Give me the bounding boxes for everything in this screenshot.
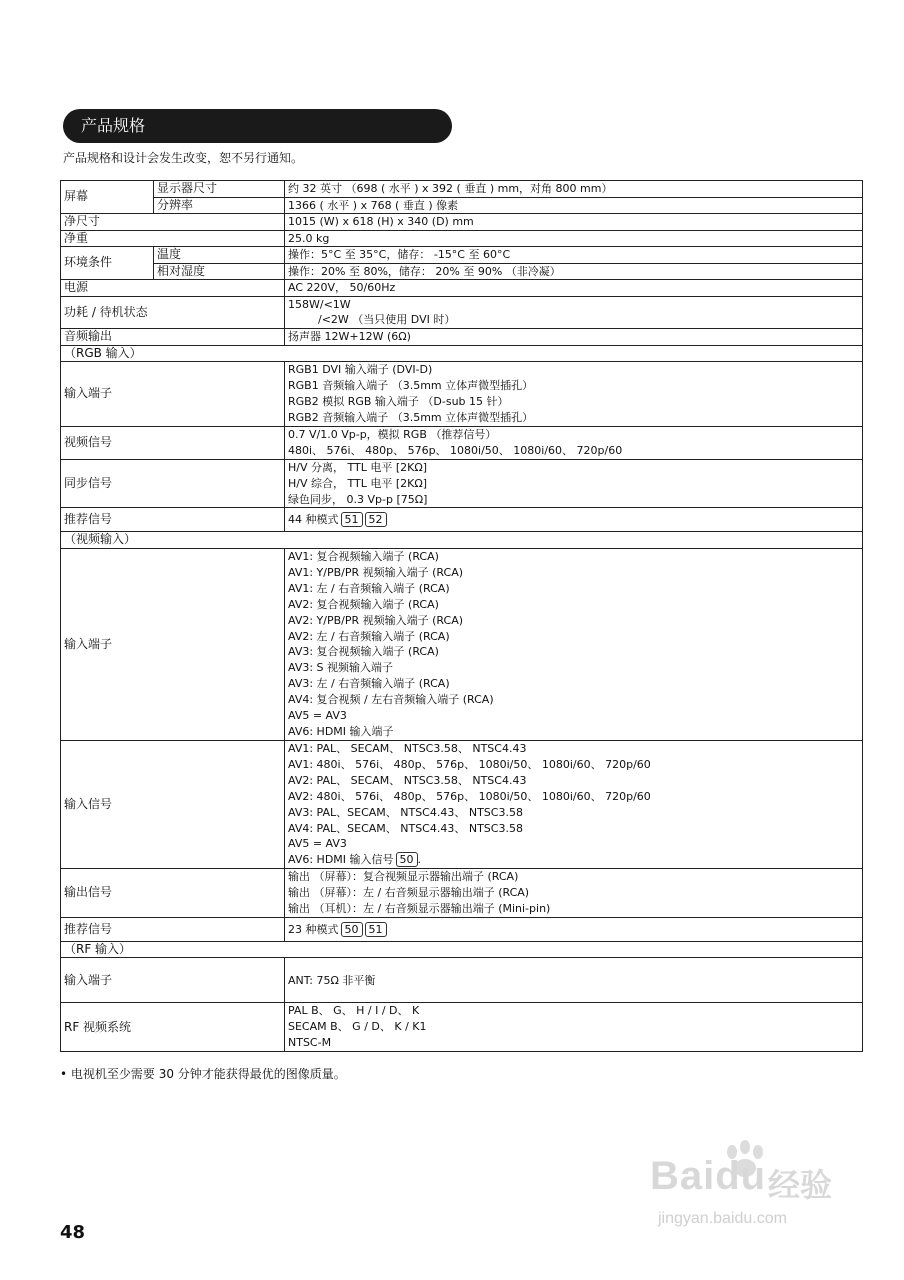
consumption-line: 158W/<1W: [288, 297, 351, 311]
av-signal-line: AV3: PAL、SECAM、 NTSC4.43、 NTSC3.58: [288, 805, 523, 819]
footnote: • 电视机至少需要 30 分钟才能获得最优的图像质量。: [60, 1067, 346, 1081]
baidu-watermark: [640, 1140, 870, 1250]
power-label: 电源: [61, 280, 285, 297]
av-terminal-line: AV3: 左 / 右音频输入端子 (RCA): [288, 677, 450, 691]
sync-line: H/V 分离， TTL 电平 [2KΩ]: [288, 460, 428, 474]
av-signal-line: AV6: HDMI 输入信号 50 .: [288, 853, 422, 867]
audio-output-value: 扬声器 12W+12W (6Ω): [285, 329, 863, 346]
page-number: 48: [60, 1222, 86, 1243]
environment-label: 环境条件: [61, 247, 154, 280]
screen-label: 屏幕: [61, 181, 154, 214]
sync-line: 绿色同步， 0.3 Vp-p [75Ω]: [288, 492, 428, 506]
rf-terminal-label: 输入端子: [61, 958, 285, 1003]
consumption-label: 功耗 / 待机状态: [61, 296, 285, 329]
av-terminals-label: 输入端子: [61, 548, 285, 740]
sync-signal-label: 同步信号: [61, 459, 285, 508]
rf-system-line: PAL B、 G、 H / I / D、 K: [288, 1004, 420, 1018]
rgb-section-header: （RGB 输入）: [61, 345, 863, 362]
rgb-recommended-value: [285, 508, 863, 532]
av-terminal-line: AV2: 复合视频输入端子 (RCA): [288, 597, 439, 611]
video-signal-line: 480i、 576i、 480p、 576p、 1080i/50、 1080i/60、 720p/60: [288, 443, 623, 457]
av-recommended-value: [285, 917, 863, 941]
rgb-terminal-line: RGB1 DVI 输入端子 (DVI-D): [288, 363, 433, 377]
av-signal-line: AV2: PAL、 SECAM、 NTSC3.58、 NTSC4.43: [288, 773, 527, 787]
av-recommended-text: 23 种模式: [288, 922, 339, 936]
resolution-label: 分辨率: [154, 197, 285, 214]
av-signal-line: AV4: PAL、SECAM、 NTSC4.43、 NTSC3.58: [288, 821, 523, 835]
rf-system-value: [285, 1003, 863, 1052]
consumption-value: [285, 296, 863, 329]
av-recommended-label: 推荐信号: [61, 917, 285, 941]
av-terminal-line: AV4: 复合视频 / 左右音频输入端子 (RCA): [288, 693, 494, 707]
av-terminal-line: AV3: 复合视频输入端子 (RCA): [288, 645, 439, 659]
watermark-url: jingyan.baidu.com: [658, 1210, 787, 1227]
av-terminal-line: AV6: HDMI 输入端子: [288, 725, 394, 738]
audio-output-label: 音频输出: [61, 329, 285, 346]
dimensions-label: 净尺寸: [61, 214, 285, 231]
rgb-recommended-text: 44 种模式: [288, 513, 339, 527]
video-signal-line: 0.7 V/1.0 Vp-p，模拟 RGB （推荐信号）: [288, 427, 497, 441]
page-ref-box[interactable]: 52: [365, 512, 387, 527]
video-signal-value: [285, 426, 863, 459]
av-terminal-line: AV1: 左 / 右音频输入端子 (RCA): [288, 581, 450, 595]
rf-system-line: NTSC-M: [288, 1036, 332, 1050]
section-title-bar: [63, 109, 452, 143]
rf-section-header: （RF 输入）: [61, 941, 863, 958]
output-signal-value: [285, 869, 863, 918]
av-terminal-line: AV3: S 视频输入端子: [288, 661, 394, 675]
av-signal-label: 输入信号: [61, 740, 285, 868]
dimensions-value: 1015 (W) x 618 (H) x 340 (D) mm: [285, 214, 863, 231]
humidity-value: 操作：20% 至 80%，储存： 20% 至 90% （非冷凝）: [285, 263, 863, 280]
rf-system-line: SECAM B、 G / D、 K / K1: [288, 1020, 427, 1034]
av-signal-line: AV5 = AV3: [288, 837, 347, 851]
av-terminal-line: AV2: Y/PB/PR 视频输入端子 (RCA): [288, 613, 464, 627]
watermark-cn: 经验: [768, 1166, 833, 1204]
screen-size-label: 显示器尺寸: [154, 181, 285, 198]
spec-table: [60, 180, 863, 1052]
humidity-label: 相对湿度: [154, 263, 285, 280]
spec-notice: 产品规格和设计会发生改变，恕不另行通知。: [63, 151, 304, 165]
av-signal-line: AV1: 480i、 576i、 480p、 576p、 1080i/50、 1080i/60、 720p/60: [288, 757, 651, 771]
av-signal-value: [285, 740, 863, 868]
page-ref-box[interactable]: 50: [396, 852, 418, 867]
video-section-header: （视频输入）: [61, 532, 863, 549]
temperature-value: 操作：5°C 至 35°C，储存： -15°C 至 60°C: [285, 247, 863, 264]
page-ref-box[interactable]: 51: [341, 512, 363, 527]
resolution-value: 1366 ( 水平 ) x 768 ( 垂直 ) 像素: [285, 197, 863, 214]
output-line: 输出 （耳机）：左 / 右音频显示器输出端子 (Mini-pin): [288, 902, 551, 916]
sync-signal-value: [285, 459, 863, 508]
output-signal-label: 输出信号: [61, 869, 285, 918]
output-line: 输出 （屏幕）：复合视频显示器输出端子 (RCA): [288, 870, 519, 884]
screen-size-value: 约 32 英寸 （698 ( 水平 ) x 392 ( 垂直 ) mm，对角 800 mm）: [285, 181, 863, 198]
page-ref-box[interactable]: 51: [365, 922, 387, 937]
av-terminal-line: AV2: 左 / 右音频输入端子 (RCA): [288, 629, 450, 643]
rf-terminal-value: ANT: 75Ω 非平衡: [285, 958, 863, 1003]
temperature-label: 温度: [154, 247, 285, 264]
av-terminal-line: AV5 = AV3: [288, 709, 347, 723]
rgb-terminal-line: RGB2 音频输入端子 （3.5mm 立体声微型插孔）: [288, 411, 534, 425]
av-terminal-line: AV1: 复合视频输入端子 (RCA): [288, 550, 439, 564]
section-title: 产品规格: [81, 116, 146, 135]
power-value: AC 220V， 50/60Hz: [285, 280, 863, 297]
av-terminal-line: AV1: Y/PB/PR 视频输入端子 (RCA): [288, 565, 464, 579]
rgb-recommended-label: 推荐信号: [61, 508, 285, 532]
page-ref-box[interactable]: 50: [341, 922, 363, 937]
weight-label: 净重: [61, 230, 285, 247]
output-line: 输出 （屏幕）：左 / 右音频显示器输出端子 (RCA): [288, 886, 530, 900]
sync-line: H/V 综合， TTL 电平 [2KΩ]: [288, 476, 428, 490]
weight-value: 25.0 kg: [285, 230, 863, 247]
av6-signal-text: AV6: HDMI 输入信号: [288, 853, 394, 867]
rgb-terminals-label: 输入端子: [61, 362, 285, 427]
rgb-terminals-value: [285, 362, 863, 427]
video-signal-label: 视频信号: [61, 426, 285, 459]
rf-system-label: RF 视频系统: [61, 1003, 285, 1052]
av-signal-line: AV2: 480i、 576i、 480p、 576p、 1080i/50、 1080i/60、 720p/60: [288, 789, 651, 803]
rgb-terminal-line: RGB1 音频输入端子 （3.5mm 立体声微型插孔）: [288, 379, 534, 393]
av-terminals-value: [285, 548, 863, 740]
av-signal-line: AV1: PAL、 SECAM、 NTSC3.58、 NTSC4.43: [288, 741, 527, 755]
consumption-line: /<2W （当只使用 DVI 时）: [318, 313, 456, 327]
watermark-logo: Baidu: [650, 1154, 767, 1198]
rgb-terminal-line: RGB2 模拟 RGB 输入端子 （D-sub 15 针）: [288, 395, 509, 409]
